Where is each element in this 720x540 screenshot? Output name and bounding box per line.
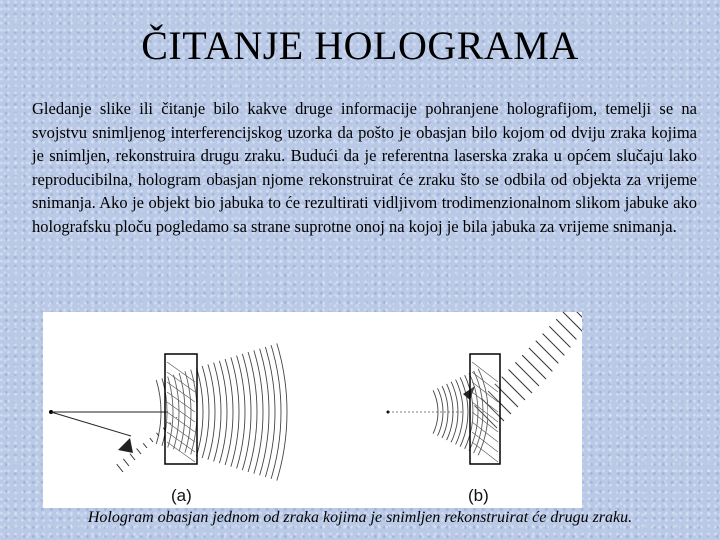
hologram-plate-a	[165, 354, 197, 464]
slide-title: ČITANJE HOLOGRAMA	[141, 23, 579, 68]
figure-label-b: (b)	[468, 486, 489, 505]
reference-beam-a	[83, 312, 243, 472]
reference-beam-b	[443, 312, 582, 442]
figure-caption: Hologram obasjan jednom od zraka kojima je snimljen rekonstruirat će drugu zraku.	[87, 509, 633, 526]
arrow-a	[118, 438, 133, 453]
object-wave-b	[288, 312, 488, 508]
hologram-plate-b	[470, 354, 500, 464]
figure-label-a: (a)	[171, 486, 192, 505]
body-paragraph: Gledanje slike ili čitanje bilo kakve druge informacije pohranjene holografijom, temelji se na svojstvu snimljenog interferencijskog uzorka da pošto je obasjan bilo kojom od dviju zraka kojima je snimljen, rekonstruira drugu zraku. Budući da je referentna laserska zraka u općem slučaju lako reproducibilna, hologram obasjan njome rekonstruirat će zraku što se odbila od objekta za vrijeme snimanja. Ako je objekt bio jabuka to će rezultirati vidljivom trodimenzionalnom slikom jabuke ako holografsku ploču pogledamo sa strane suprotne onoj na kojoj je bila jabuka za vrijeme snimanja.	[32, 99, 697, 236]
ray-a	[51, 412, 131, 436]
hologram-figure	[43, 312, 582, 508]
hologram-diagram	[43, 312, 582, 508]
